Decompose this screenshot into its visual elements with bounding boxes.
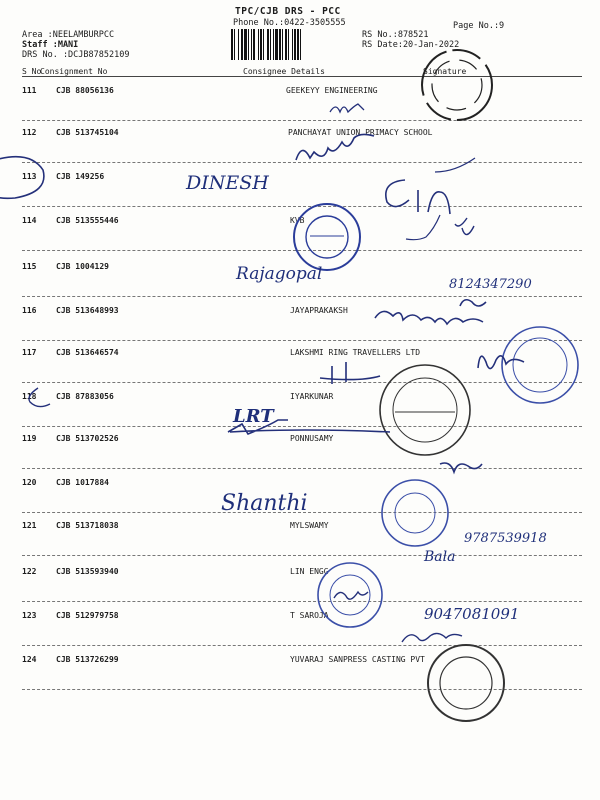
- circle-mark-113: [0, 157, 44, 199]
- phone-number: Phone No.:0422-3505555: [233, 18, 346, 28]
- row-cno: CJB 513718038: [56, 521, 119, 530]
- handwritten-dinesh: DINESH: [186, 172, 269, 194]
- row-sno: 122: [22, 567, 37, 576]
- row-cno: CJB 513726299: [56, 655, 119, 664]
- row-name: PANCHAYAT UNION PRIMACY SCHOOL: [288, 128, 433, 137]
- row-sno: 121: [22, 521, 37, 530]
- row-cno: CJB 513646574: [56, 348, 119, 357]
- row-sno: 114: [22, 216, 37, 225]
- row-sno: 119: [22, 434, 37, 443]
- signature-117: [478, 356, 524, 369]
- handwritten-shanthi: Shanthi: [221, 491, 308, 516]
- handwritten-rajagopal: Rajagopal: [236, 264, 323, 284]
- signature-113b: [386, 180, 450, 214]
- row-cno: CJB 513648993: [56, 306, 119, 315]
- row-name: MYLSWAMY: [290, 521, 329, 530]
- lrt-stamp-right: [502, 327, 578, 403]
- col-header-signature: Signature: [423, 67, 467, 76]
- row-cno: CJB 513593940: [56, 567, 119, 576]
- row-cno: CJB 513745104: [56, 128, 119, 137]
- row-sno: 113: [22, 172, 37, 181]
- row-cno: CJB 512979758: [56, 611, 119, 620]
- row-sno: 112: [22, 128, 37, 137]
- document-title: TPC/CJB DRS - PCC: [235, 6, 341, 17]
- row-name: KVB: [290, 216, 305, 225]
- row-cno: CJB 149256: [56, 172, 105, 181]
- staff-label: Staff :MANI: [22, 40, 79, 50]
- rs-date: RS Date:20-Jan-2022: [362, 40, 460, 50]
- row-sno: 118: [22, 392, 37, 401]
- row-cno: CJB 1004129: [56, 262, 109, 271]
- col-header-consignee: Consignee Details: [243, 67, 325, 76]
- row-sno: 123: [22, 611, 37, 620]
- drs-number: DRS No. :DCJB87852109: [22, 50, 130, 60]
- row-sno: 120: [22, 478, 37, 487]
- stamp-top-right: [422, 50, 492, 120]
- row-sno: 124: [22, 655, 37, 664]
- col-header-sno: S No: [22, 67, 42, 76]
- rs-number: RS No.:878521: [362, 30, 429, 40]
- row-name: T SAROJA: [290, 611, 329, 620]
- row-cno: CJB 513555446: [56, 216, 119, 225]
- handwritten-phone-1: 8124347290: [449, 277, 532, 292]
- signature-119: [440, 463, 482, 472]
- row-cno: CJB 87883056: [56, 392, 114, 401]
- col-header-consignment: Consignment No: [40, 67, 108, 76]
- signature-122: [334, 592, 368, 599]
- handwritten-lrt: LRT: [233, 406, 274, 427]
- row-name: IYARKUNAR: [290, 392, 334, 401]
- lin-engg-stamp: [318, 563, 382, 627]
- row-cno: CJB 88056136: [56, 86, 114, 95]
- gears-stamp: [382, 480, 448, 546]
- row-cno: CJB 1017884: [56, 478, 109, 487]
- handwritten-phone-2: 9787539918: [464, 531, 547, 546]
- kvb-stamp: [294, 204, 360, 270]
- signature-112: [296, 134, 374, 160]
- row-name: JAYAPRAKAKSH: [290, 306, 348, 315]
- lrt-stamp-center: [380, 365, 470, 455]
- row-cno: CJB 513702526: [56, 434, 119, 443]
- signature-116: [375, 300, 486, 324]
- row-name: LAKSHMI RING TRAVELLERS LTD: [290, 348, 421, 357]
- row-name: PONNUSAMY: [290, 434, 334, 443]
- signature-111: [330, 104, 364, 112]
- signature-123: [402, 633, 462, 642]
- sanpress-stamp: [428, 645, 504, 721]
- row-name: LIN ENGG: [290, 567, 329, 576]
- signature-114: [455, 218, 474, 235]
- handwritten-phone-3: 9047081091: [424, 605, 520, 623]
- row-sno: 116: [22, 306, 37, 315]
- row-sno: 115: [22, 262, 37, 271]
- row-name: YUVARAJ SANPRESS CASTING PVT: [290, 655, 425, 664]
- row-sno: 117: [22, 348, 37, 357]
- row-sno: 111: [22, 86, 37, 95]
- row-name: GEEKEYY ENGINEERING: [286, 86, 378, 95]
- handwritten-bala: Bala: [424, 549, 456, 565]
- page-number: Page No.:9: [453, 21, 505, 31]
- area-label: Area :NEELAMBURPCC: [22, 30, 115, 40]
- circle-mark-118: [29, 388, 50, 407]
